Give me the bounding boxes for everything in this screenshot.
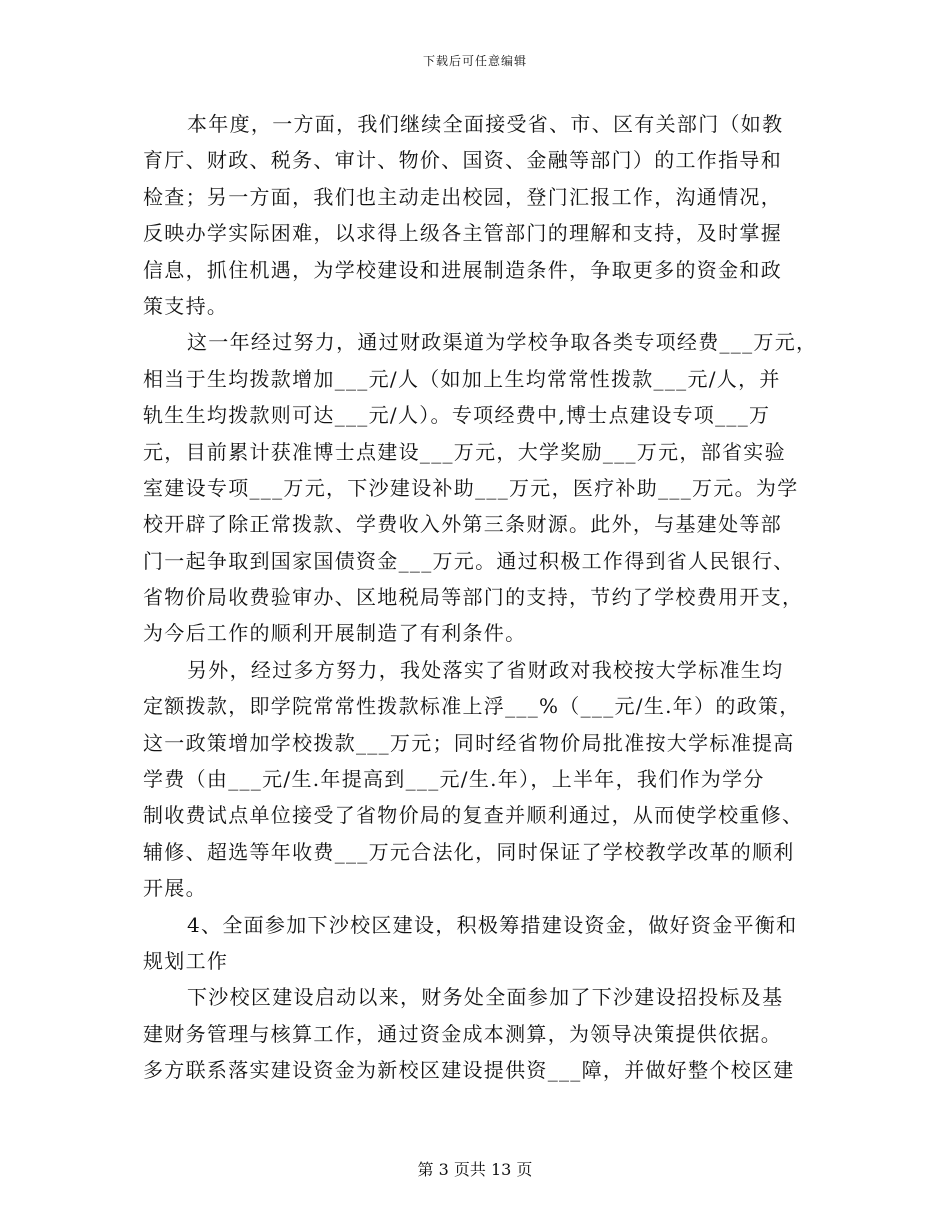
page-number: 第 3 页共 13 页 bbox=[417, 1160, 533, 1179]
text-line: 开展。 bbox=[143, 876, 207, 901]
text-line: 本年度，一方面，我们继续全面接受省、市、区有关部门（如教 bbox=[187, 112, 784, 136]
text-line: 这一政策增加学校拨款___万元；同时经省物价局批准按大学标准提高 bbox=[143, 730, 795, 755]
text-line: 元，目前累计获准博士点建设___万元，大学奖励___万元，部省实验 bbox=[143, 439, 786, 464]
text-line: 这一年经过努力，通过财政渠道为学校争取各类专项经费___万元， bbox=[187, 330, 818, 355]
text-line: 定额拨款，即学院常常性拨款标准上浮___%（___元/生.年）的政策， bbox=[143, 694, 801, 719]
text-line: 为今后工作的顺利开展制造了有利条件。 bbox=[143, 621, 527, 646]
text-line: 检查；另一方面，我们也主动走出校园，登门汇报工作，沟通情况， bbox=[143, 184, 782, 209]
text-line: 建财务管理与核算工作，通过资金成本测算，为领导决策提供依据。 bbox=[143, 1021, 782, 1046]
text-line: 相当于生均拨款增加___元/人（如加上生均常常性拨款___元/人，并 bbox=[143, 366, 781, 391]
text-line: 另外，经过多方努力，我处落实了省财政对我校按大学标准生均 bbox=[187, 657, 784, 682]
text-line: 多方联系落实建设资金为新校区建设提供资___障，并做好整个校区建 bbox=[143, 1058, 795, 1083]
text-line: 辅修、超选等年收费___万元合法化，同时保证了学校教学改革的顺利 bbox=[143, 839, 795, 864]
text-line: 策支持。 bbox=[143, 293, 229, 318]
section-heading: 4、全面参加下沙校区建设，积极筹措建设资金，做好资金平衡和 bbox=[187, 912, 798, 937]
page-header: 下载后可任意编辑 bbox=[422, 54, 527, 68]
text-line: 制收费试点单位接受了省物价局的复查并顺利通过，从而使学校重修、 bbox=[143, 803, 804, 828]
text-line: 信息，抓住机遇，为学校建设和进展制造条件，争取更多的资金和政 bbox=[143, 257, 782, 282]
section-heading: 规划工作 bbox=[143, 948, 229, 973]
text-line: 反映办学实际困难，以求得上级各主管部门的理解和支持，及时掌握 bbox=[143, 221, 782, 246]
document-body bbox=[143, 106, 818, 1089]
text-line: 学费（由___元/生.年提高到___元/生.年），上半年，我们作为学分 bbox=[143, 767, 765, 792]
text-line: 门一起争取到国家国债资金___万元。通过积极工作得到省人民银行、 bbox=[143, 548, 795, 573]
text-line: 校开辟了除正常拨款、学费收入外第三条财源。此外，与基建处等部 bbox=[143, 512, 782, 537]
text-line: 省物价局收费验审办、区地税局等部门的支持，节约了学校费用开支， bbox=[143, 585, 804, 610]
text-line: 下沙校区建设启动以来，财务处全面参加了下沙建设招投标及基 bbox=[187, 985, 784, 1010]
text-line: 育厅、财政、税务、审计、物价、国资、金融等部门）的工作指导和 bbox=[143, 148, 782, 173]
text-line: 室建设专项___万元，下沙建设补助___万元，医疗补助___万元。为学 bbox=[143, 475, 799, 500]
text-line: 轨生生均拨款则可达___元/人）。专项经费中,博士点建设专项___万 bbox=[143, 403, 771, 428]
